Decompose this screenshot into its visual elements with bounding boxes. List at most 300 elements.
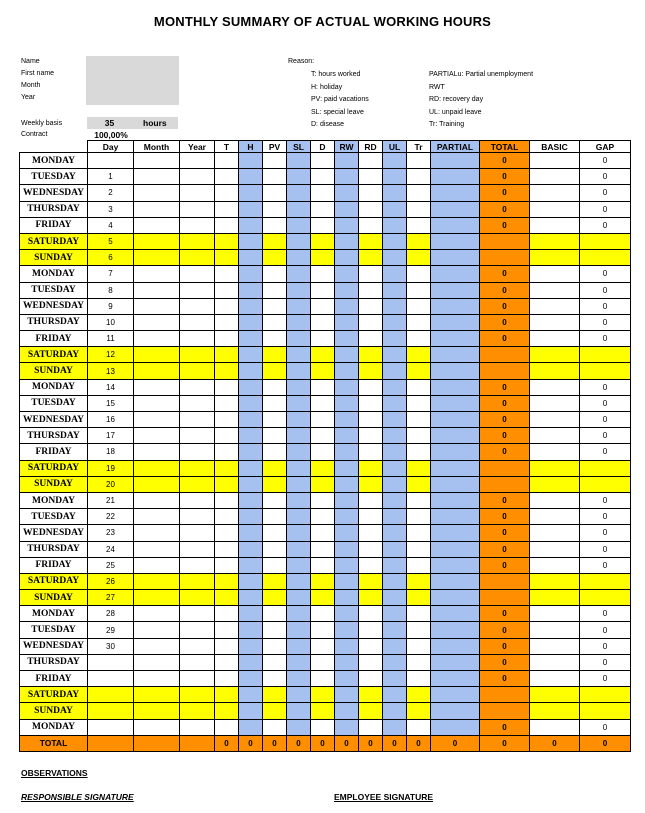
hours-cell[interactable] (180, 687, 215, 703)
day-number-cell[interactable]: 10 (88, 314, 134, 330)
hours-cell[interactable] (431, 444, 480, 460)
hours-cell[interactable] (431, 557, 480, 573)
hours-cell[interactable] (407, 590, 431, 606)
hours-cell[interactable] (335, 638, 359, 654)
hours-cell[interactable] (263, 412, 287, 428)
hours-cell[interactable] (311, 201, 335, 217)
hours-cell[interactable] (407, 331, 431, 347)
gap-cell[interactable]: 0 (580, 379, 631, 395)
hours-cell[interactable] (407, 428, 431, 444)
hours-cell[interactable] (407, 492, 431, 508)
gap-cell[interactable] (580, 590, 631, 606)
day-number-cell[interactable]: 20 (88, 476, 134, 492)
hours-cell[interactable] (530, 654, 580, 670)
hours-cell[interactable] (180, 428, 215, 444)
hours-cell[interactable] (359, 492, 383, 508)
hours-cell[interactable] (287, 476, 311, 492)
hours-cell[interactable] (215, 541, 239, 557)
hours-cell[interactable] (431, 217, 480, 233)
hours-cell[interactable] (431, 412, 480, 428)
hours-cell[interactable] (311, 541, 335, 557)
hours-cell[interactable] (407, 233, 431, 249)
hours-cell[interactable] (431, 638, 480, 654)
hours-cell[interactable] (431, 492, 480, 508)
total-cell[interactable]: 0 (480, 298, 530, 314)
hours-cell[interactable] (530, 492, 580, 508)
total-cell[interactable]: 0 (480, 541, 530, 557)
gap-cell[interactable]: 0 (580, 654, 631, 670)
hours-cell[interactable] (215, 314, 239, 330)
hours-cell[interactable] (311, 476, 335, 492)
hours-cell[interactable] (407, 250, 431, 266)
hours-cell[interactable] (383, 525, 407, 541)
hours-cell[interactable] (215, 671, 239, 687)
hours-cell[interactable] (407, 363, 431, 379)
hours-cell[interactable] (215, 201, 239, 217)
hours-cell[interactable] (180, 314, 215, 330)
hours-cell[interactable] (287, 525, 311, 541)
hours-cell[interactable] (407, 509, 431, 525)
total-cell[interactable]: 0 (480, 153, 530, 169)
hours-cell[interactable] (134, 185, 180, 201)
day-number-cell[interactable] (88, 719, 134, 735)
hours-cell[interactable] (335, 444, 359, 460)
hours-cell[interactable] (431, 250, 480, 266)
hours-cell[interactable] (335, 379, 359, 395)
day-number-cell[interactable]: 13 (88, 363, 134, 379)
hours-cell[interactable] (215, 687, 239, 703)
total-cell[interactable]: 0 (480, 444, 530, 460)
hours-cell[interactable] (287, 266, 311, 282)
hours-cell[interactable] (215, 573, 239, 589)
hours-cell[interactable] (359, 687, 383, 703)
hours-cell[interactable] (359, 525, 383, 541)
hours-cell[interactable] (134, 331, 180, 347)
hours-cell[interactable] (239, 266, 263, 282)
hours-cell[interactable] (263, 201, 287, 217)
hours-cell[interactable] (215, 590, 239, 606)
gap-cell[interactable]: 0 (580, 395, 631, 411)
hours-cell[interactable] (134, 217, 180, 233)
hours-cell[interactable] (180, 541, 215, 557)
hours-cell[interactable] (335, 314, 359, 330)
hours-cell[interactable] (335, 622, 359, 638)
hours-cell[interactable] (239, 444, 263, 460)
hours-cell[interactable] (215, 557, 239, 573)
hours-cell[interactable] (311, 428, 335, 444)
hours-cell[interactable] (263, 509, 287, 525)
hours-cell[interactable] (530, 671, 580, 687)
hours-cell[interactable] (431, 298, 480, 314)
hours-cell[interactable] (407, 282, 431, 298)
hours-cell[interactable] (180, 719, 215, 735)
hours-cell[interactable] (311, 525, 335, 541)
hours-cell[interactable] (335, 250, 359, 266)
hours-cell[interactable] (215, 525, 239, 541)
hours-cell[interactable] (335, 347, 359, 363)
hours-cell[interactable] (431, 525, 480, 541)
hours-cell[interactable] (134, 590, 180, 606)
hours-cell[interactable] (530, 703, 580, 719)
hours-cell[interactable] (215, 217, 239, 233)
hours-cell[interactable] (311, 266, 335, 282)
hours-cell[interactable] (287, 428, 311, 444)
hours-cell[interactable] (431, 363, 480, 379)
gap-cell[interactable] (580, 250, 631, 266)
hours-cell[interactable] (239, 363, 263, 379)
hours-cell[interactable] (311, 719, 335, 735)
hours-cell[interactable] (287, 606, 311, 622)
hours-cell[interactable] (215, 266, 239, 282)
hours-cell[interactable] (335, 395, 359, 411)
hours-cell[interactable] (180, 622, 215, 638)
hours-cell[interactable] (431, 590, 480, 606)
hours-cell[interactable] (407, 476, 431, 492)
hours-cell[interactable] (431, 654, 480, 670)
hours-cell[interactable] (407, 314, 431, 330)
hours-cell[interactable] (311, 638, 335, 654)
hours-cell[interactable] (180, 654, 215, 670)
hours-cell[interactable] (311, 233, 335, 249)
day-number-cell[interactable]: 22 (88, 509, 134, 525)
hours-cell[interactable] (239, 687, 263, 703)
hours-cell[interactable] (239, 298, 263, 314)
day-number-cell[interactable]: 30 (88, 638, 134, 654)
employee-info-input-area[interactable] (86, 56, 179, 105)
hours-cell[interactable] (530, 331, 580, 347)
total-cell[interactable] (480, 573, 530, 589)
hours-cell[interactable] (239, 282, 263, 298)
hours-cell[interactable] (239, 347, 263, 363)
hours-cell[interactable] (431, 233, 480, 249)
hours-cell[interactable] (530, 719, 580, 735)
hours-cell[interactable] (215, 606, 239, 622)
hours-cell[interactable] (530, 363, 580, 379)
hours-cell[interactable] (530, 217, 580, 233)
hours-cell[interactable] (287, 314, 311, 330)
hours-cell[interactable] (311, 557, 335, 573)
hours-cell[interactable] (431, 606, 480, 622)
hours-cell[interactable] (180, 476, 215, 492)
gap-cell[interactable] (580, 363, 631, 379)
hours-cell[interactable] (311, 509, 335, 525)
hours-cell[interactable] (263, 298, 287, 314)
hours-cell[interactable] (530, 622, 580, 638)
hours-cell[interactable] (287, 331, 311, 347)
hours-cell[interactable] (335, 185, 359, 201)
gap-cell[interactable]: 0 (580, 169, 631, 185)
hours-cell[interactable] (239, 509, 263, 525)
hours-cell[interactable] (180, 525, 215, 541)
hours-cell[interactable] (239, 590, 263, 606)
hours-cell[interactable] (263, 622, 287, 638)
hours-cell[interactable] (407, 622, 431, 638)
hours-cell[interactable] (180, 233, 215, 249)
hours-cell[interactable] (287, 201, 311, 217)
hours-cell[interactable] (239, 169, 263, 185)
hours-cell[interactable] (359, 314, 383, 330)
hours-cell[interactable] (134, 492, 180, 508)
hours-cell[interactable] (383, 412, 407, 428)
day-number-cell[interactable]: 15 (88, 395, 134, 411)
hours-cell[interactable] (263, 395, 287, 411)
hours-cell[interactable] (263, 671, 287, 687)
hours-cell[interactable] (335, 492, 359, 508)
hours-cell[interactable] (383, 606, 407, 622)
hours-cell[interactable] (287, 703, 311, 719)
hours-cell[interactable] (359, 719, 383, 735)
hours-cell[interactable] (407, 201, 431, 217)
hours-cell[interactable] (407, 412, 431, 428)
hours-cell[interactable] (359, 606, 383, 622)
hours-cell[interactable] (359, 590, 383, 606)
hours-cell[interactable] (311, 169, 335, 185)
gap-cell[interactable]: 0 (580, 314, 631, 330)
hours-cell[interactable] (431, 719, 480, 735)
hours-cell[interactable] (311, 412, 335, 428)
gap-cell[interactable]: 0 (580, 185, 631, 201)
hours-cell[interactable] (180, 395, 215, 411)
hours-cell[interactable] (215, 185, 239, 201)
hours-cell[interactable] (431, 185, 480, 201)
hours-cell[interactable] (263, 233, 287, 249)
hours-cell[interactable] (287, 233, 311, 249)
hours-cell[interactable] (335, 590, 359, 606)
gap-cell[interactable]: 0 (580, 606, 631, 622)
hours-cell[interactable] (215, 460, 239, 476)
hours-cell[interactable] (287, 460, 311, 476)
hours-cell[interactable] (239, 153, 263, 169)
hours-cell[interactable] (407, 525, 431, 541)
day-number-cell[interactable]: 16 (88, 412, 134, 428)
hours-cell[interactable] (215, 622, 239, 638)
total-cell[interactable]: 0 (480, 282, 530, 298)
hours-cell[interactable] (180, 282, 215, 298)
hours-cell[interactable] (407, 557, 431, 573)
hours-cell[interactable] (383, 638, 407, 654)
hours-cell[interactable] (134, 444, 180, 460)
hours-cell[interactable] (431, 153, 480, 169)
day-number-cell[interactable]: 9 (88, 298, 134, 314)
total-cell[interactable]: 0 (480, 266, 530, 282)
hours-cell[interactable] (383, 250, 407, 266)
hours-cell[interactable] (383, 654, 407, 670)
hours-cell[interactable] (180, 169, 215, 185)
hours-cell[interactable] (335, 476, 359, 492)
hours-cell[interactable] (134, 314, 180, 330)
day-number-cell[interactable]: 19 (88, 460, 134, 476)
hours-cell[interactable] (530, 233, 580, 249)
hours-cell[interactable] (431, 573, 480, 589)
hours-cell[interactable] (383, 557, 407, 573)
hours-cell[interactable] (180, 638, 215, 654)
hours-cell[interactable] (134, 282, 180, 298)
hours-cell[interactable] (134, 606, 180, 622)
hours-cell[interactable] (359, 282, 383, 298)
hours-cell[interactable] (431, 266, 480, 282)
hours-cell[interactable] (287, 654, 311, 670)
hours-cell[interactable] (215, 476, 239, 492)
hours-cell[interactable] (287, 282, 311, 298)
hours-cell[interactable] (287, 379, 311, 395)
hours-cell[interactable] (431, 460, 480, 476)
total-cell[interactable]: 0 (480, 412, 530, 428)
day-number-cell[interactable]: 18 (88, 444, 134, 460)
hours-cell[interactable] (134, 298, 180, 314)
hours-cell[interactable] (215, 331, 239, 347)
hours-cell[interactable] (180, 201, 215, 217)
hours-cell[interactable] (263, 460, 287, 476)
hours-cell[interactable] (134, 509, 180, 525)
hours-cell[interactable] (530, 541, 580, 557)
hours-cell[interactable] (530, 266, 580, 282)
hours-cell[interactable] (407, 654, 431, 670)
hours-cell[interactable] (383, 541, 407, 557)
gap-cell[interactable]: 0 (580, 622, 631, 638)
hours-cell[interactable] (287, 217, 311, 233)
hours-cell[interactable] (180, 444, 215, 460)
hours-cell[interactable] (431, 282, 480, 298)
total-cell[interactable] (480, 233, 530, 249)
total-cell[interactable] (480, 347, 530, 363)
hours-cell[interactable] (239, 428, 263, 444)
hours-cell[interactable] (287, 412, 311, 428)
day-number-cell[interactable]: 17 (88, 428, 134, 444)
hours-cell[interactable] (383, 169, 407, 185)
hours-cell[interactable] (431, 395, 480, 411)
total-cell[interactable]: 0 (480, 185, 530, 201)
hours-cell[interactable] (239, 541, 263, 557)
hours-cell[interactable] (215, 169, 239, 185)
hours-cell[interactable] (359, 298, 383, 314)
hours-cell[interactable] (239, 492, 263, 508)
day-number-cell[interactable]: 2 (88, 185, 134, 201)
hours-cell[interactable] (180, 153, 215, 169)
hours-cell[interactable] (431, 687, 480, 703)
hours-cell[interactable] (407, 153, 431, 169)
hours-cell[interactable] (134, 557, 180, 573)
hours-cell[interactable] (263, 169, 287, 185)
hours-cell[interactable] (335, 282, 359, 298)
hours-cell[interactable] (134, 703, 180, 719)
hours-cell[interactable] (407, 638, 431, 654)
hours-cell[interactable] (359, 444, 383, 460)
gap-cell[interactable] (580, 573, 631, 589)
hours-cell[interactable] (134, 233, 180, 249)
hours-cell[interactable] (407, 379, 431, 395)
hours-cell[interactable] (215, 298, 239, 314)
gap-cell[interactable] (580, 703, 631, 719)
hours-cell[interactable] (359, 476, 383, 492)
hours-cell[interactable] (180, 250, 215, 266)
hours-cell[interactable] (215, 492, 239, 508)
hours-cell[interactable] (239, 331, 263, 347)
total-cell[interactable] (480, 590, 530, 606)
hours-cell[interactable] (287, 363, 311, 379)
day-number-cell[interactable] (88, 687, 134, 703)
hours-cell[interactable] (263, 525, 287, 541)
hours-cell[interactable] (383, 573, 407, 589)
hours-cell[interactable] (335, 153, 359, 169)
gap-cell[interactable]: 0 (580, 153, 631, 169)
hours-cell[interactable] (134, 201, 180, 217)
day-number-cell[interactable] (88, 703, 134, 719)
hours-cell[interactable] (335, 541, 359, 557)
hours-cell[interactable] (180, 492, 215, 508)
hours-cell[interactable] (407, 395, 431, 411)
hours-cell[interactable] (287, 347, 311, 363)
hours-cell[interactable] (383, 282, 407, 298)
hours-cell[interactable] (383, 703, 407, 719)
hours-cell[interactable] (263, 638, 287, 654)
hours-cell[interactable] (215, 412, 239, 428)
gap-cell[interactable]: 0 (580, 331, 631, 347)
hours-cell[interactable] (407, 298, 431, 314)
total-cell[interactable] (480, 703, 530, 719)
hours-cell[interactable] (263, 573, 287, 589)
day-number-cell[interactable]: 4 (88, 217, 134, 233)
hours-cell[interactable] (180, 460, 215, 476)
hours-cell[interactable] (263, 703, 287, 719)
hours-cell[interactable] (263, 428, 287, 444)
hours-cell[interactable] (530, 476, 580, 492)
hours-cell[interactable] (215, 638, 239, 654)
hours-cell[interactable] (311, 347, 335, 363)
hours-cell[interactable] (311, 590, 335, 606)
hours-cell[interactable] (431, 314, 480, 330)
hours-cell[interactable] (383, 379, 407, 395)
day-number-cell[interactable]: 28 (88, 606, 134, 622)
gap-cell[interactable]: 0 (580, 266, 631, 282)
gap-cell[interactable]: 0 (580, 509, 631, 525)
day-number-cell[interactable]: 12 (88, 347, 134, 363)
hours-cell[interactable] (359, 460, 383, 476)
hours-cell[interactable] (215, 654, 239, 670)
hours-cell[interactable] (383, 395, 407, 411)
hours-cell[interactable] (287, 638, 311, 654)
hours-cell[interactable] (134, 541, 180, 557)
hours-cell[interactable] (180, 606, 215, 622)
hours-cell[interactable] (530, 379, 580, 395)
total-cell[interactable]: 0 (480, 525, 530, 541)
hours-cell[interactable] (134, 395, 180, 411)
hours-cell[interactable] (287, 298, 311, 314)
hours-cell[interactable] (180, 217, 215, 233)
hours-cell[interactable] (383, 363, 407, 379)
hours-cell[interactable] (335, 687, 359, 703)
day-number-cell[interactable]: 14 (88, 379, 134, 395)
hours-cell[interactable] (359, 395, 383, 411)
hours-cell[interactable] (335, 217, 359, 233)
day-number-cell[interactable]: 21 (88, 492, 134, 508)
hours-cell[interactable] (263, 331, 287, 347)
hours-cell[interactable] (311, 331, 335, 347)
hours-cell[interactable] (407, 460, 431, 476)
day-number-cell[interactable]: 6 (88, 250, 134, 266)
hours-cell[interactable] (311, 185, 335, 201)
hours-cell[interactable] (239, 233, 263, 249)
hours-cell[interactable] (335, 331, 359, 347)
gap-cell[interactable]: 0 (580, 557, 631, 573)
gap-cell[interactable]: 0 (580, 217, 631, 233)
hours-cell[interactable] (287, 185, 311, 201)
day-number-cell[interactable]: 5 (88, 233, 134, 249)
gap-cell[interactable]: 0 (580, 671, 631, 687)
hours-cell[interactable] (359, 541, 383, 557)
hours-cell[interactable] (335, 298, 359, 314)
hours-cell[interactable] (383, 492, 407, 508)
gap-cell[interactable]: 0 (580, 412, 631, 428)
